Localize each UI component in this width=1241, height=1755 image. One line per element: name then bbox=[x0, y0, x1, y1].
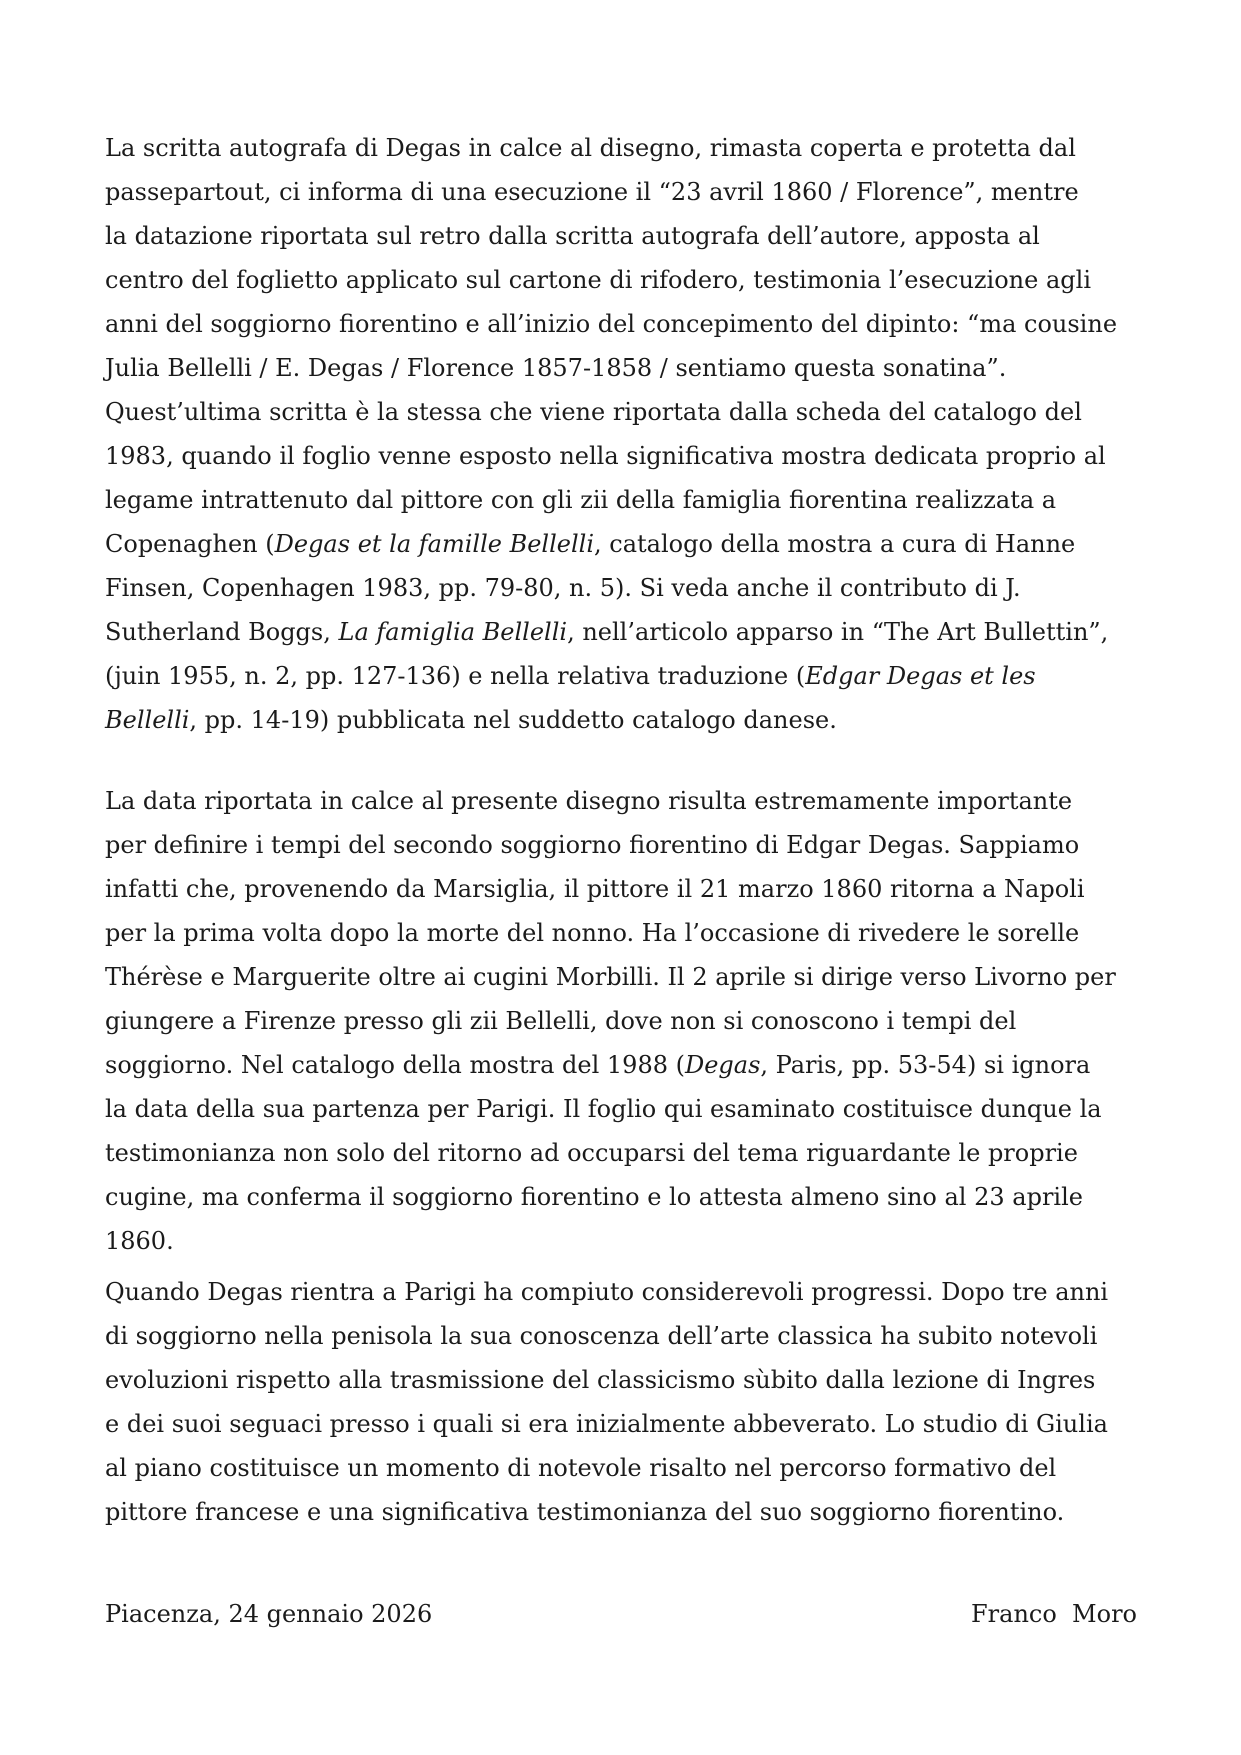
text-line bbox=[105, 911, 1141, 955]
text-line bbox=[105, 1490, 1141, 1534]
text-segment: testimonianza non solo del ritorno ad occuparsi del tema riguardante le proprie bbox=[105, 1139, 1078, 1167]
text-segment: Copenaghen ( bbox=[105, 530, 275, 558]
text-line bbox=[105, 823, 1141, 867]
text-line bbox=[105, 1043, 1141, 1087]
footer-place-date: Piacenza, 24 gennaio 2026 bbox=[105, 1600, 433, 1628]
text-segment: La famiglia Bellelli bbox=[338, 618, 568, 646]
text-segment: infatti che, provenendo da Marsiglia, il pittore il 21 marzo 1860 ritorna a Napoli bbox=[105, 875, 1085, 903]
text-segment: Sutherland Boggs, bbox=[105, 618, 339, 646]
text-segment: , nell’articolo apparso in “The Art Bullettin”, bbox=[567, 618, 1109, 646]
text-line bbox=[105, 1270, 1141, 1314]
text-line bbox=[105, 698, 1141, 742]
text-segment: al piano costituisce un momento di notevole risalto nel percorso formativo del bbox=[105, 1454, 1057, 1482]
text-segment: per definire i tempi del secondo soggiorno fiorentino di Edgar Degas. Sappiamo bbox=[105, 831, 1080, 859]
text-segment: , catalogo della mostra a cura di Hanne bbox=[594, 530, 1076, 558]
text-segment: Degas bbox=[684, 1051, 761, 1079]
document-footer bbox=[105, 1592, 1137, 1636]
text-line bbox=[105, 566, 1141, 610]
footer-author: Franco Moro bbox=[971, 1600, 1137, 1628]
text-line bbox=[105, 126, 1141, 170]
text-line bbox=[105, 214, 1141, 258]
text-segment: la data della sua partenza per Parigi. Il foglio qui esaminato costituisce dunque la bbox=[105, 1095, 1102, 1123]
paragraph bbox=[105, 1270, 1141, 1534]
text-segment: e dei suoi seguaci presso i quali si era inizialmente abbeverato. Lo studio di Giulia bbox=[105, 1410, 1108, 1438]
text-line bbox=[105, 1175, 1141, 1219]
text-segment: giungere a Firenze presso gli zii Bellelli, dove non si conoscono i tempi del bbox=[105, 1007, 1017, 1035]
text-segment: centro del foglietto applicato sul cartone di rifodero, testimonia l’esecuzione agli bbox=[105, 266, 1091, 294]
text-segment: Degas et la famille Bellelli bbox=[274, 530, 595, 558]
text-segment: La scritta autografa di Degas in calce al disegno, rimasta coperta e protetta dal bbox=[105, 134, 1076, 162]
text-line bbox=[105, 779, 1141, 823]
text-line bbox=[105, 955, 1141, 999]
text-segment: , pp. 14-19) pubblicata nel suddetto catalogo danese. bbox=[189, 706, 837, 734]
text-segment: 1983, quando il foglio venne esposto nella significativa mostra dedicata proprio al bbox=[105, 442, 1106, 470]
text-segment: di soggiorno nella penisola la sua conoscenza dell’arte classica ha subito notevoli bbox=[105, 1322, 1098, 1350]
text-line bbox=[105, 610, 1141, 654]
text-segment: Julia Bellelli / E. Degas / Florence 1857-1858 / sentiamo questa sonatina”. bbox=[105, 354, 1007, 382]
text-segment: la datazione riportata sul retro dalla scritta autografa dell’autore, apposta al bbox=[105, 222, 1040, 250]
paragraph bbox=[105, 126, 1141, 742]
text-segment: Bellelli bbox=[105, 706, 190, 734]
text-line bbox=[105, 1087, 1141, 1131]
text-line bbox=[105, 654, 1141, 698]
text-segment: Finsen, Copenhagen 1983, pp. 79-80, n. 5). Si veda anche il contributo di J. bbox=[105, 574, 1021, 602]
text-line bbox=[105, 434, 1141, 478]
text-segment: (juin 1955, n. 2, pp. 127-136) e nella relativa traduzione ( bbox=[105, 662, 806, 690]
text-line bbox=[105, 1446, 1141, 1490]
text-line bbox=[105, 1358, 1141, 1402]
text-line bbox=[105, 258, 1141, 302]
text-segment: evoluzioni rispetto alla trasmissione del classicismo sùbito dalla lezione di Ingres bbox=[105, 1366, 1096, 1394]
text-segment: La data riportata in calce al presente disegno risulta estremamente importante bbox=[105, 787, 1073, 815]
text-line bbox=[105, 1402, 1141, 1446]
text-line bbox=[105, 1219, 1141, 1263]
paragraph bbox=[105, 779, 1141, 1263]
text-segment: Quando Degas rientra a Parigi ha compiuto considerevoli progressi. Dopo tre anni bbox=[105, 1278, 1109, 1306]
text-line bbox=[105, 478, 1141, 522]
text-line bbox=[105, 302, 1141, 346]
text-segment: 1860. bbox=[105, 1227, 174, 1255]
text-segment: Thérèse e Marguerite oltre ai cugini Morbilli. Il 2 aprile si dirige verso Livorno per bbox=[105, 963, 1116, 991]
text-segment: cugine, ma conferma il soggiorno fiorentino e lo attesta almeno sino al 23 aprile bbox=[105, 1183, 1083, 1211]
text-segment: , Paris, pp. 53-54) si ignora bbox=[760, 1051, 1091, 1079]
text-line bbox=[105, 1131, 1141, 1175]
text-segment: per la prima volta dopo la morte del nonno. Ha l’occasione di rivedere le sorelle bbox=[105, 919, 1080, 947]
text-line bbox=[105, 867, 1141, 911]
text-segment: legame intrattenuto dal pittore con gli zii della famiglia fiorentina realizzata a bbox=[105, 486, 1057, 514]
text-line bbox=[105, 346, 1141, 390]
text-line bbox=[105, 522, 1141, 566]
text-segment: Edgar Degas et les bbox=[805, 662, 1036, 690]
text-segment: pittore francese e una significativa testimonianza del suo soggiorno fiorentino. bbox=[105, 1498, 1065, 1526]
text-segment: anni del soggiorno fiorentino e all’inizio del concepimento del dipinto: “ma cousine bbox=[105, 310, 1118, 338]
text-segment: soggiorno. Nel catalogo della mostra del 1988 ( bbox=[105, 1051, 685, 1079]
text-line bbox=[105, 999, 1141, 1043]
text-line bbox=[105, 390, 1141, 434]
document-body bbox=[105, 126, 1141, 1534]
text-line bbox=[105, 1314, 1141, 1358]
text-line bbox=[105, 170, 1141, 214]
text-segment: Quest’ultima scritta è la stessa che viene riportata dalla scheda del catalogo del bbox=[105, 398, 1082, 426]
text-segment: passepartout, ci informa di una esecuzione il “23 avril 1860 / Florence”, mentre bbox=[105, 178, 1079, 206]
